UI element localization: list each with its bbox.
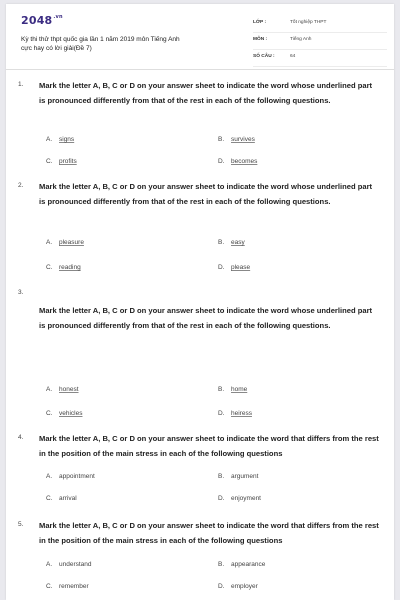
exam-meta <box>253 18 387 69</box>
option-c[interactable] <box>46 410 82 417</box>
option-d[interactable] <box>218 495 261 502</box>
question-number: 2. <box>18 182 24 189</box>
question-number: 1. <box>18 81 24 88</box>
option-b[interactable] <box>218 136 255 143</box>
option-c[interactable] <box>46 495 77 502</box>
option-letter: A. <box>46 473 53 480</box>
option-a[interactable] <box>46 473 95 480</box>
site-logo[interactable] <box>21 14 63 27</box>
option-text: understand <box>59 561 92 568</box>
option-letter: C. <box>46 495 53 502</box>
option-a[interactable] <box>46 561 92 568</box>
option-text: becomes <box>231 158 258 165</box>
logo-suffix: .vn <box>53 14 63 20</box>
meta-value: Tiếng Anh <box>290 37 312 42</box>
option-letter: A. <box>46 136 53 143</box>
question-5 <box>18 521 388 596</box>
option-text: appearance <box>231 561 266 568</box>
exam-title-line-1: Kỳ thi thử thpt quốc gia lần 1 năm 2019 môn Tiếng Anh <box>21 36 180 43</box>
option-letter: D. <box>218 410 225 417</box>
option-letter: A. <box>46 386 53 393</box>
option-a[interactable] <box>46 386 79 393</box>
option-text: enjoyment <box>231 495 261 502</box>
logo-text: 2048 <box>21 14 53 27</box>
option-d[interactable] <box>218 583 258 590</box>
option-text: argument <box>231 473 259 480</box>
option-text: pleasure <box>59 239 84 246</box>
question-2 <box>18 182 388 277</box>
option-text: please <box>231 264 251 271</box>
option-letter: B. <box>218 561 225 568</box>
option-letter: B. <box>218 473 225 480</box>
option-text: signs <box>59 136 75 143</box>
exam-title-line-2: cực hay có lời giải(Đề 7) <box>21 45 92 52</box>
option-a[interactable] <box>46 136 74 143</box>
option-letter: B. <box>218 136 225 143</box>
option-text: arrival <box>59 495 77 502</box>
option-letter: D. <box>218 583 225 590</box>
option-c[interactable] <box>46 158 77 165</box>
option-text: honest <box>59 386 79 393</box>
option-c[interactable] <box>46 264 81 271</box>
option-letter: D. <box>218 264 225 271</box>
option-text: survives <box>231 136 255 143</box>
meta-row-subject <box>253 35 387 50</box>
meta-value: 64 <box>290 54 296 59</box>
question-prompt: Mark the letter A, B, C or D on your answer sheet to indicate the word whose underlined part is pronounced differently from that of the rest in each of the following questions. <box>39 81 373 105</box>
option-letter: C. <box>46 410 53 417</box>
meta-row-count <box>253 52 387 67</box>
option-letter: C. <box>46 264 53 271</box>
question-4 <box>18 434 388 509</box>
meta-label: SỐ CÂU : <box>253 54 275 59</box>
question-prompt: Mark the letter A, B, C or D on your answer sheet to indicate the word that differs from the rest in the position of the main stress in each of the following questions <box>39 521 379 545</box>
option-text: remember <box>59 583 89 590</box>
option-letter: A. <box>46 239 53 246</box>
document-page <box>6 4 394 600</box>
question-1 <box>18 81 388 171</box>
question-number: 5. <box>18 521 24 528</box>
option-d[interactable] <box>218 264 250 271</box>
option-letter: C. <box>46 583 53 590</box>
meta-label: LỚP : <box>253 20 267 25</box>
option-letter: A. <box>46 561 53 568</box>
option-letter: D. <box>218 495 225 502</box>
meta-row-class <box>253 18 387 33</box>
option-letter: C. <box>46 158 53 165</box>
option-d[interactable] <box>218 158 257 165</box>
question-number: 4. <box>18 434 24 441</box>
option-text: home <box>231 386 248 393</box>
option-b[interactable] <box>218 239 245 246</box>
option-text: vehicles <box>59 410 83 417</box>
option-b[interactable] <box>218 561 265 568</box>
option-letter: D. <box>218 158 225 165</box>
question-3 <box>18 289 388 419</box>
exam-title <box>21 35 243 53</box>
option-letter: B. <box>218 239 225 246</box>
option-text: profits <box>59 158 77 165</box>
option-text: reading <box>59 264 81 271</box>
option-text: employer <box>231 583 258 590</box>
question-prompt: Mark the letter A, B, C or D on your answer sheet to indicate the word whose underlined part is pronounced differently from that of the rest in each of the following questions. <box>39 306 373 330</box>
meta-label: MÔN : <box>253 37 268 42</box>
option-a[interactable] <box>46 239 84 246</box>
question-prompt: Mark the letter A, B, C or D on your answer sheet to indicate the word that differs from the rest in the position of the main stress in each of the following questions <box>39 434 379 458</box>
option-c[interactable] <box>46 583 89 590</box>
question-prompt: Mark the letter A, B, C or D on your answer sheet to indicate the word whose underlined part is pronounced differently from that of the rest in each of the following questions. <box>39 182 373 206</box>
option-letter: B. <box>218 386 225 393</box>
option-d[interactable] <box>218 410 252 417</box>
option-text: easy <box>231 239 245 246</box>
option-text: heiress <box>231 410 252 417</box>
document-header <box>6 4 394 70</box>
option-b[interactable] <box>218 386 247 393</box>
meta-value: Tốt nghiệp THPT <box>290 20 327 25</box>
option-b[interactable] <box>218 473 258 480</box>
option-text: appointment <box>59 473 95 480</box>
question-number: 3. <box>18 289 24 296</box>
